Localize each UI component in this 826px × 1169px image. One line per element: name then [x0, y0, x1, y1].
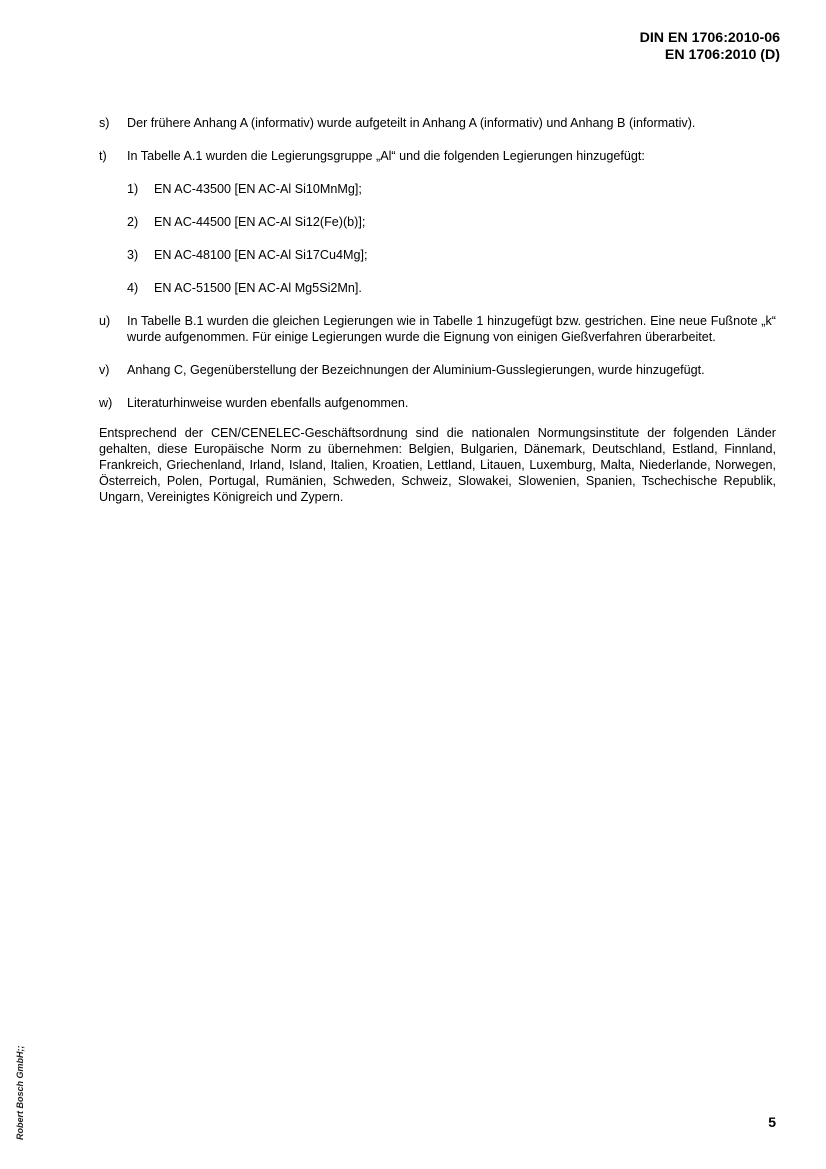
list-marker: s)	[99, 116, 110, 130]
list-text: Anhang C, Gegenüberstellung der Bezeichnungen der Aluminium-Gusslegierungen, wurde hinzugefügt.	[127, 363, 705, 377]
page-number: 5	[768, 1114, 776, 1130]
adoption-paragraph: Entsprechend der CEN/CENELEC-Geschäftsordnung sind die nationalen Normungsinstitute der folgenden Länder gehalten, diese Europäische Norm zu übernehmen: Belgien, Bulgarien, Dänemark, Deutschland, Estland, Finnland, Frankreich, Griechenland, Irland, Island, Italien, Kroatien, Lettland, Litauen, Luxemburg, Malta, Niederlande, Norwegen, Österreich, Polen, Portugal, Rumänien, Schweden, Schweiz, Slowakei, Slowenien, Spanien, Tschechische Republik, Ungarn, Vereinigtes Königreich und Zypern.	[99, 426, 776, 504]
page-header	[640, 30, 780, 64]
standard-id-en: EN 1706:2010 (D)	[664, 47, 780, 63]
document-body	[99, 115, 776, 505]
list-item	[99, 313, 776, 345]
list-marker: t)	[99, 149, 107, 163]
list-text: In Tabelle A.1 wurden die Legierungsgruppe „Al“ und die folgenden Legierungen hinzugefügt:	[127, 149, 645, 163]
list-text: Literaturhinweise wurden ebenfalls aufgenommen.	[127, 396, 409, 410]
list-item	[99, 362, 776, 378]
list-item	[99, 395, 776, 411]
list-text: In Tabelle B.1 wurden die gleichen Legierungen wie in Tabelle 1 hinzugefügt bzw. gestrichen. Eine neue Fußnote „k“ wurde aufgenommen. Für einige Legierungen wurde die Eignung von einigen Gießverfahren überarbeitet.	[127, 314, 776, 344]
sub-list-text: EN AC-44500 [EN AC-Al Si12(Fe)(b)];	[154, 215, 366, 229]
list-item	[99, 115, 776, 131]
list-marker: u)	[99, 314, 111, 328]
list-marker: w)	[99, 396, 113, 410]
sub-list-marker: 2)	[127, 215, 139, 229]
sub-list-item	[127, 214, 776, 230]
list-marker: v)	[99, 363, 110, 377]
sub-list-text: EN AC-43500 [EN AC-Al Si10MnMg];	[154, 182, 362, 196]
sub-list-item	[127, 181, 776, 197]
sub-list-marker: 1)	[127, 182, 139, 196]
sub-list-item	[127, 280, 776, 296]
side-watermark-label: Robert Bosch GmbH;;	[15, 1045, 25, 1140]
sub-list-item	[127, 247, 776, 263]
list-text: Der frühere Anhang A (informativ) wurde aufgeteilt in Anhang A (informativ) und Anhang B (informativ).	[127, 116, 696, 130]
standard-id: DIN EN 1706:2010-06	[639, 30, 780, 46]
sub-list-text: EN AC-51500 [EN AC-Al Mg5Si2Mn].	[154, 281, 362, 295]
sub-list-marker: 3)	[127, 248, 139, 262]
sub-list-marker: 4)	[127, 281, 139, 295]
sub-list-text: EN AC-48100 [EN AC-Al Si17Cu4Mg];	[154, 248, 368, 262]
list-item	[99, 148, 776, 164]
